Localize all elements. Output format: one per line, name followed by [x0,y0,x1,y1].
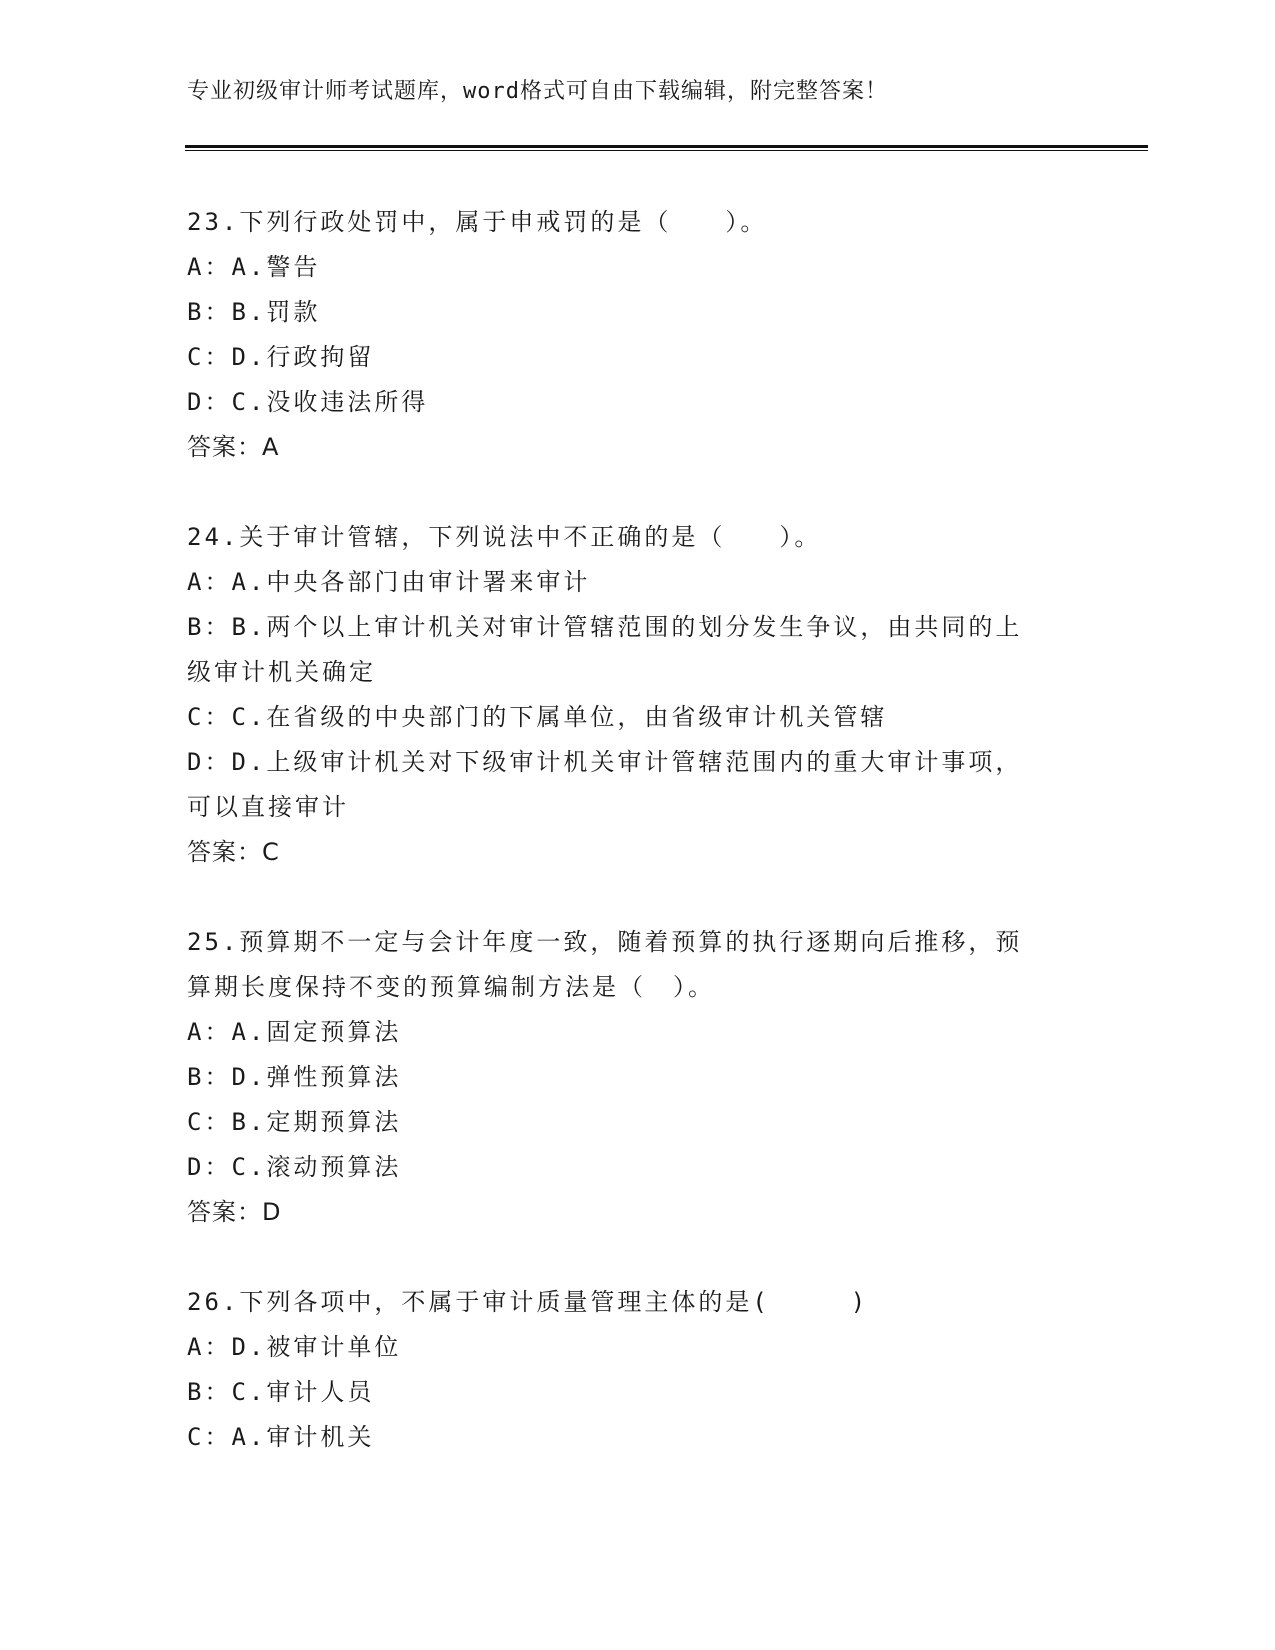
option-c: C：A.审计机关 [187,1423,375,1451]
option-b: B：C.审计人员 [187,1378,375,1406]
option-d-continued: 可以直接审计 [187,793,349,821]
option-b: B：D.弹性预算法 [187,1063,402,1091]
answer-text: 答案：C [187,838,280,866]
question-text-continued: 算期长度保持不变的预算编制方法是（ ）。 [187,973,715,1001]
page-header: 专业初级审计师考试题库，word格式可自由下载编辑，附完整答案！ [187,79,888,104]
question-block [187,920,1087,1235]
header-divider [185,145,1148,152]
option-a: A：A.中央各部门由审计署来审计 [187,568,591,596]
option-c: C：C.在省级的中央部门的下属单位，由省级审计机关管辖 [187,703,888,731]
question-text: 26.下列各项中，不属于审计质量管理主体的是( ) [187,1288,869,1316]
option-d: D：C.滚动预算法 [187,1153,402,1181]
option-a: A：D.被审计单位 [187,1333,402,1361]
spacer [187,1235,1087,1280]
option-a: A：A.固定预算法 [187,1018,402,1046]
option-c: C：B.定期预算法 [187,1108,402,1136]
option-c: C：D.行政拘留 [187,343,375,371]
answer-text: 答案：D [187,1198,282,1226]
header-divider-thick [185,145,1148,148]
question-block [187,1280,1087,1460]
option-d: D：C.没收违法所得 [187,388,429,416]
question-block [187,515,1087,875]
question-text: 23.下列行政处罚中，属于申戒罚的是（ ）。 [187,208,768,236]
spacer [187,470,1087,515]
question-block [187,200,1087,470]
header-divider-thin [185,150,1148,151]
option-b-continued: 级审计机关确定 [187,658,376,686]
option-b: B：B.罚款 [187,298,321,326]
option-b: B：B.两个以上审计机关对审计管辖范围的划分发生争议，由共同的上 [187,613,1023,641]
option-a: A：A.警告 [187,253,321,281]
option-d: D：D.上级审计机关对下级审计机关审计管辖范围内的重大审计事项， [187,748,1023,776]
question-list [187,200,1087,1460]
question-text: 24.关于审计管辖，下列说法中不正确的是（ ）。 [187,523,822,551]
answer-text: 答案：A [187,433,280,461]
question-text: 25.预算期不一定与会计年度一致，随着预算的执行逐期向后推移，预 [187,928,1023,956]
spacer [187,875,1087,920]
